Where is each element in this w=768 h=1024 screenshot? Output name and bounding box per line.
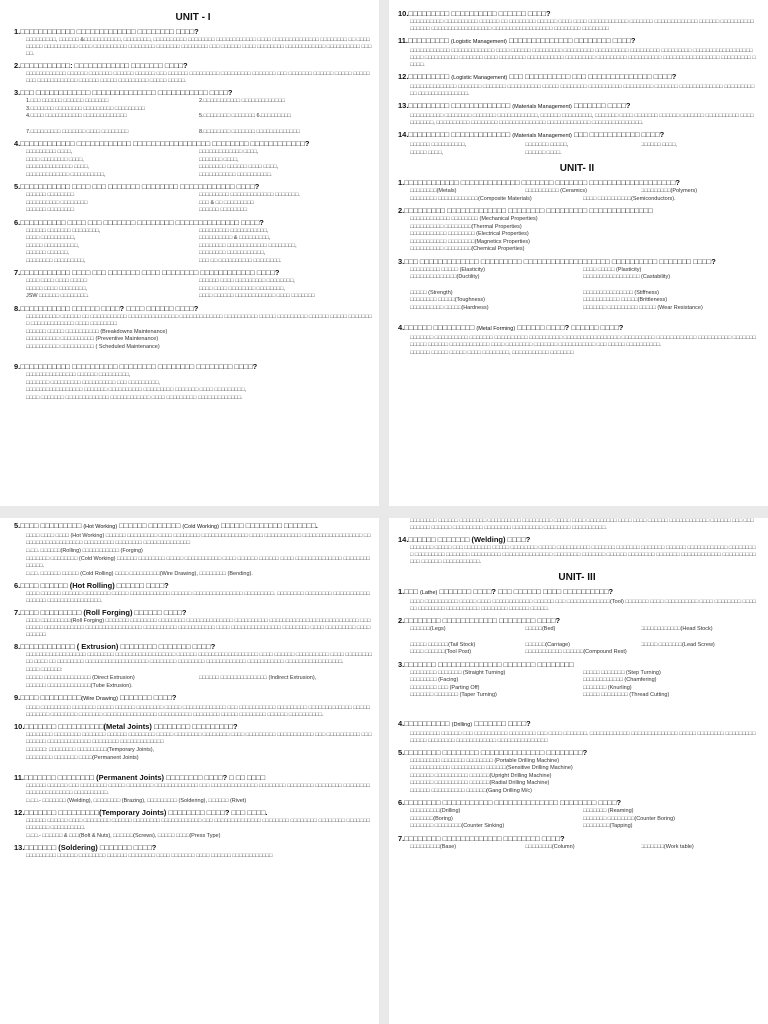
question-heading: 6.□□□□□□□□□□ □□□□ □□□ □□□□□□□ □□□□□□□□ □□□□□□□□□□□□□□ □□□□? bbox=[14, 217, 264, 227]
list-row: □□□□□□□□ □□□□□□□□□, □□□ □□ □□□□□□□□□□ □□□□□□□□. bbox=[26, 257, 282, 264]
list-item: □□□□ □□□□□□□ □□□□□□□□□□□□□ □□□□□□□□□□□□ □□□□ □□□□□□□□□ □□□□□□□□□□□□□. bbox=[26, 394, 243, 401]
list-row: □□□□□□ □□□□□□□□ □□□□□□□□□ □□□□□□□□□□□□□ □□□□□□□. bbox=[26, 192, 300, 198]
list-item: □□□□□□□□□□ □□□□□□□□(Thermal Properties) bbox=[410, 223, 522, 230]
answer-paragraph: □□□□□□□□ □□□□□□□□ □□□□□□□ □□□□□□ □□□□□□□□ □□□□□ □□□□□□□□ □□□□□□□□ □□□□ □□□□□□□□□ □□□□□□□□□□□ □□□ □□□□□□□□□□ □□□□□□□□□ □□□□□□□□□□□□□ □□□□□□□□ □□□□□□□□□□□□□ bbox=[26, 732, 372, 745]
question-heading: 13.□□□□□□□ (Soldering) □□□□□□□ □□□□? bbox=[14, 843, 157, 852]
question-heading: 6.□□□□ □□□□□□ (Hot Rolling) □□□□□□ □□□□? bbox=[14, 581, 169, 590]
question-heading: 3.□□□ □□□□□□□□□□□□ □□□□□□□□□□□□□□ □□□□□□□□□□□ □□□□? bbox=[14, 88, 233, 97]
question-heading: 5.□□□□□□□□ □□□□□□□□ □□□□□□□□□□□□□□ □□□□□□□□? bbox=[398, 747, 588, 757]
answer-paragraph: □□□□□□□□□□□□ □□□□□□□□□□□□□ □□□□ □□□□□□ □□□□□□□□□ □□□□□□□□□ □□□□□□□□□□ □□□□□□□□□ □□□□□□□□□ □□□□□□□□□□□□□□□□□□ □□□□ □□□□□□□□□□ □□□□□□□ □□□□ □□□□□□□□ □□□□□□□□□□□ □□□□□□□□□ □□□□□□□□□ □□□□□□□□□□ □□□□□□□□□□□□□□□□□ □□□□□□□□□ □□□□□. bbox=[410, 48, 756, 68]
question-heading: 9.□□□□ □□□□□□□□□(Wire Drawing) □□□□□□□ □□□□? bbox=[14, 693, 177, 702]
answer-paragraph: □□□□□□□ □□□□□ □□□ □□□□□□□□ □□□□□ □□□□□□□□ □□□□□ □□□□□□□□□□ □□□□□□□ □□□□□□□ □□□□□□□ □□□□□□ □□□□□□□□□□□□ □□□□□□□□□ □□□□□□□□□ □□□□□□□ □□□□□□□□□ □□□□□□□□□□□□□□□ □□□□□□□□ □□□□□□□ □□□□□□ □□□□□□□□ □□□□□□□ □□□□□□□□□□□□ □□□□□□□□□□□□□ □□□□□□ □□□□□□□□□□□. bbox=[410, 545, 756, 565]
list-row: □□□□□□ □□□□□□, □□□□□□□□ □□□□□□□□□□□, bbox=[26, 250, 266, 256]
question-heading: 1.□□□ (Lathe) □□□□□□□ □□□□? □□□ □□□□□□ □□□□ □□□□□□□□□□? bbox=[398, 587, 614, 596]
list-row: □□□□□□ □□□□□□□ □□□□□□□□, □□□□□□□□□ □□□□□□□□□□□, bbox=[26, 227, 269, 234]
question-heading: 7.□□□□□□□□□□□ □□□□ □□□ □□□□□□□ □□□□ □□□□□□□□ □□□□□□□□□□□□ □□□□? bbox=[14, 268, 280, 277]
list-item: □□□□□□□ □□□□□□□□□□ □□□□□□(Upright Drilling Machine) bbox=[410, 772, 552, 779]
question-heading: 4.□□□□□□ □□□□□□□□□ (Metal Forming) □□□□□□ □□□□? □□□□□□ □□□□? bbox=[398, 323, 624, 332]
page-gap-vertical bbox=[379, 0, 389, 1024]
list-row: □□□□□□□ □□□□□□□□(Counter Sinking) □□□□□□□□(Tapping) bbox=[410, 823, 633, 829]
list-row: □□□□□□□□ □□□□□□□□□□□□(Composite Materials) □□□□ □□□□□□□□□□(Semiconductors). bbox=[410, 195, 676, 202]
list-item: □□□□□□□□ □□□□□□□ □□□□(Permanent Joints) bbox=[26, 754, 139, 761]
unit-heading: UNIT- III bbox=[558, 572, 596, 583]
list-row: □□□□□ □□□□, □□□□□□ □□□□. bbox=[410, 149, 562, 156]
answer-paragraph: □□□□□□ □□□□□ □□□□□ □□□□ □□□□□□□□, □□□□□□□□□□□ □□□□□□□ bbox=[410, 350, 574, 356]
answer-paragraph: □□□□□□□□□□□□ □□□□□□ □□□□□□□ □□□□□□ □□□□□□ □□□ □□□□□□ □□□□□□□□□ □□□□□□□□□ □□□□□□□ □□□ □□□□□□□ □□□□□□ □□□□□ □□□□□□□□ □□□□□□□□□□□□ □□□□□□ □□□□□ □□□□□□□□□ □□□□□ □□□□□. bbox=[26, 71, 370, 84]
list-item: □□□□□□: □□□□□□□□ □□□□□□□□□(Temporary Joints), bbox=[26, 747, 155, 753]
answer-paragraph: □□□□□□□□□, □□□□□□ &□□□□□□□□□□□, □□□□□□□□, □□□□□□□□□□ □□□□□□□□ □□□□□□□□□□□□ □□□□ □□□□□□□□□□□□□□ □□□□□□□□ □□ □□□□□□□□□ □□□□□□□□□□ □□□□ □□□□□□□□□□ □□□□□□□□ □□□□□□□ □□□□□□□□ □□□ □□□□□□ □□□□ □□□□□□□□ □□□□□□□□□□□□ □□□□□□□□□□ □□□□□. bbox=[26, 37, 372, 57]
list-item: □□□□□□□□□□□□□□□□□ □□□□□□□ □□□□□□□□□□ □□□□□□□□□ □□□□□□□ □□□□ □□□□□□□□□, bbox=[26, 387, 246, 393]
list-row: □□□□□ (Strength) □□□□□□□□□□□□□□□ (Stiffness) bbox=[410, 289, 660, 296]
list-item: □□□□□□□□□□□ □□□□□□□□(Magnetics Properties) bbox=[410, 238, 530, 245]
answer-paragraph: □□□□□□□□□□□□□□ □□□□□□□ □□□□□□□ □□□□□□□□□□ □□□□□ □□□□□□□□ □□□□□□□□□□ □□□□□□□□□ □□□□□□□ □□□□□□□□□□□□□ □□□□□□□□□□□ □□□□□□□□□□□□□□□. bbox=[410, 84, 755, 97]
list-row: □□□□□□□□□ □□□□, □□□□□□□□□□□□□ □□□□, bbox=[26, 149, 259, 155]
list-row: □□□□□□□□ □□□ (Parting Off) □□□□□□□ (Knurling) bbox=[410, 684, 632, 691]
question-heading: 7.□□□□ □□□□□□□□□ (Roll Forging) □□□□□□ □□□□? bbox=[14, 608, 187, 617]
list-row: □□□□□□□□□□□□□ □□□□□□□□□□, □□□□□□□□□□□ □□□□□□□□□□. bbox=[26, 171, 272, 178]
list-row: JSW □□□□□□ □□□□□□□□. □□□□ □□□□□□ □□□□□□□□□□□□ □□□□ □□□□□□□ bbox=[26, 293, 315, 299]
list-row: □□□□□ □□□□ □□□□□□□□, □□□□ □□□□ □□□□□□□□ □□□□□□□□, bbox=[26, 285, 285, 292]
list-row: 1.□□□ □□□□□□ □□□□□□ □□□□□□□ 2.□□□□□□□□□□□ □□□□□□□□□□□□□ bbox=[26, 98, 285, 104]
question-heading: 11.□□□□□□□ □□□□□□□□ (Permanent Joints) □□□□□□□□ □□□□? □ □□ □□□□ bbox=[14, 773, 266, 782]
answer-paragraph: □□□□□□□ □□□□□□□□ (Cold Working) □□□□□□ □□□□□□□□ □□□□□ □□□□□□□□□□□ □□□□ □□□□□□ □□□□□□ □□□□ □□□□□□□□□□□□□□ □□□□□□□□□□□□□. bbox=[26, 556, 370, 569]
answer-paragraph: □□□□ □□□□ □□□□ (Hot Working) □□□□□□ □□□□□□□□□ □□□□ □□□□□□□□ □□□□□□□□□□□□□□ □□□□ □□□□□□□□□□□ □□□□□□□□□□□□□□□□□□ □□□□□□□□□□□□□□□□□□□ □□□□□□□□□ □□□□□□□□ □□□□□□□□□□□□□□ bbox=[26, 533, 371, 546]
list-row: □□□□□ □□□□□□□□□□□□□□ (Direct Extrusion) □□□□□□ □□□□□□□□□□□□□□ (Indirect Extrusion), bbox=[26, 675, 317, 681]
answer-paragraph: □□□□□□□□□ □□□□□□ □□□ □□□□□□□□□□ □□□□□□□□ □□□ □□□□ □□□□□□□. □□□□□□□□□□□□ □□□□□□□□□□□□□□ □□□□□ □□□□□□□□ □□□□□□□□□□□□□□ □□□□□□□□ □□□□□□□□□□□□ □□□□□□□□□□□□□□□ bbox=[410, 730, 756, 744]
answer-paragraph: □□□□□□□□ □□□□□□ □□□□□□□□ □□□□□□□□□□ □□□□□□□□□ □□□□□ □□□□ □□□□□□□□□ □□□□ □□□□ □□□□□□ □□□□□□□□□□□□ □□□□□□ □□□ □□□□□□□□□ □□□□□□ □□□□□□□□□ □□□□□□□□ □□□□□□□□□ □□□□□□□□ □□□□□□□□□□. bbox=[410, 518, 754, 531]
list-item: □□□□□□□□□□□□□□□ □□□□□□ □□□□□□□□□, bbox=[26, 372, 131, 378]
list-item: □□□□□□□ □□□□□□□□□ □□□□□□□□□□ □□□ □□□□□□□□□, bbox=[26, 379, 160, 386]
list-row: 3.□□□□□□□ □□□□□□□□ □□□□□□□□□ □□□□□□□□□ bbox=[26, 105, 145, 112]
answer-paragraph: □□□□□□ □□□□□□ □□□ □□□□□□□□ □□□□□ □□□□□□□□ □□□□□□□□□□□□□ □□□ □□□□□□□□□□□□□□ □□□□□□□□ □□□□□□□□ □□□□□□□□ □□□□□□□□ □□□□□□□□□□□□□□ □□□□□□□□□□. bbox=[26, 783, 370, 796]
list-row: □□□□□ □□□□□□(Tail Stock) □□□□□□(Carriage) □□□□□ □□□□□□□(Lead Screw) bbox=[410, 641, 715, 648]
list-row: □□□□□□ □□□□□□□□□□□□□(Tube Extrusion). bbox=[26, 682, 133, 689]
answer-paragraph: □□□□□□ □□□□□□ □□□□ □□□□□□□□ □□□□□□ □□□□□□□□ □□□□□□□□□□□□ □□□ □□□□□□□□□□□□□□ □□□□□□□□ □□□□□□□□ □□□□□□□□ □□□□□□□□□□□□□□ □□□□□□□□□□. bbox=[26, 818, 370, 831]
question-heading: 2.□□□□□□□□□□□: □□□□□□□□□□□□ □□□□□□□ □□□□? bbox=[14, 61, 188, 70]
document-page-2 bbox=[384, 0, 768, 512]
answer-paragraph: □□□□□□□ □□□□□□□□□□ □□□□□□□ □□□□□□□□□□ □□□□□□□□□□ □□□□□□□□□□□□□□□□□ □□□□□□□□□□ □□□□□□□□□□□□ □□□□□□□□□□ □□□□□□□□□□□□ □□□□□□ □□□□□□□□□□□□ □□□□ □□□□□□□□ □□□□□□□ □□□□□□□□□□□ □□□ □□□□□ □□□□□□□□□□. bbox=[410, 335, 756, 348]
list-row: □□□□□□□□(Metals) □□□□□□□□□□ (Ceramics) □□□□□□□□□(Polymers) bbox=[410, 188, 698, 194]
question-heading: 5.□□□□□□□□□□□ □□□□ □□□ □□□□□□□ □□□□□□□□ □□□□□□□□□□□□ □□□□? bbox=[14, 182, 260, 191]
question-heading: 3.□□□□□□□ □□□□□□□□□□□□□□ □□□□□□□ □□□□□□□□ bbox=[398, 659, 574, 669]
list-row: □□□□□□□□□□□□□□(Ductility) □□□□□□□□□□□□□□□□□ (Castability) bbox=[410, 274, 671, 280]
list-row: □□□□□□ □□□□□□□□□□, □□□□□□□ □□□□□, □□□□□□ □□□□, bbox=[410, 142, 677, 148]
list-row: □□□□□□□□□ □□□□□ (Elasticity) □□□□ □□□□□ (Plasticity) bbox=[410, 266, 642, 273]
list-row: □□□□□□□□□□ □□□□□□□□ □□□ & □□ □□□□□□□□□ bbox=[26, 199, 254, 206]
answer-paragraph: □□□□ □□□□□□□□□(Roll Forging) □□□□□□□ □□□□□□□□ □□□□□□□□ □□□□□□□□□□□□□□ □□□□□□□□□□ □□□□□□□□□□□□□□□□□□□□□□□□□□□ □□□□□□□□ □□□□□□□□□□□□ □□□□□□□□□□□□□□□□□ □□□□□□□□□□ □□□□□□□□□□□ □□□□ □□□□□□□□□□□□□□□ □□□□□□□□ □□□□ □□□□□□□□□ □□□□□□□□□□ bbox=[26, 618, 371, 638]
example-line: □.□□.- □□□□□□ & □□□(Bolt & Nuts), □□□□□□(Screws), □□□□□ □□□□(Press Type) bbox=[26, 833, 221, 839]
list-row: 7.□□□□□□□□□ □□□□□□□ □□□□ □□□□□□□□ 8.□□□□□□□□ □□□□□□□ □□□□□□□□□□□□□ bbox=[26, 128, 300, 135]
list-item: □□□□□□□□□□ □□□□□□□□□□ ( Scheduled Maintenance) bbox=[26, 343, 160, 350]
question-heading: 4.□□□□□□□□□□□□ □□□□□□□□□□□□ □□□□□□□□□□□□□□□□□ □□□□□□□□ □□□□□□□□□□□□? bbox=[14, 139, 310, 148]
list-item: □□□□□□□□□□□ □□□□□□□□ (Electrical Properties) bbox=[410, 231, 529, 237]
list-row: □□□□□□□ □□□□□□□ (Taper Turning) □□□□□ □□□□□□□□ (Thread Cutting) bbox=[410, 692, 670, 698]
question-heading: 11.□□□□□□□□□ (Logistic Management) □□□□□□□□□□□□□□ □□□□□□□□ □□□□? bbox=[398, 36, 636, 45]
list-row: □□□□ □□□□□□(Tool Post) □□□□□□□□□□□ □□□□□□(Compound Rest) bbox=[410, 649, 627, 655]
list-item: □□□□□□□□□□ □□□□□□□□□□ (Preventive Maintenance) bbox=[26, 336, 159, 342]
list-row: □□□□□□□□ (Facing) □□□□□□□□□□□□ (Chamfering) bbox=[410, 677, 657, 683]
question-heading: 6.□□□□□□□□ □□□□□□□□□□□ □□□□□□□□□□□□□□ □□□□□□□□ □□□□? bbox=[398, 798, 622, 807]
question-heading: 1.□□□□□□□□□□□□ □□□□□□□□□□□□□ □□□□□□□ □□□□□□□ □□□□□□□□□□□□□□□□□□□? bbox=[398, 178, 680, 187]
list-row: □□□□□□□□□(Drilling) □□□□□□□ (Reaming) bbox=[410, 808, 634, 814]
list-row: □□□□□□□□ □□□□□□□ (Straight Turning) □□□□□ □□□□□□□ (Step Turning) bbox=[410, 669, 661, 676]
question-heading: 14.□□□□□□ □□□□□□□ (Welding) □□□□? bbox=[398, 535, 531, 544]
list-row: 4.□□□□ □□□□□□□□□□□ □□□□□□□□□□□□□ 5.□□□□□□□□ □□□□□□□ 6.□□□□□□□□□ bbox=[26, 113, 291, 119]
list-label: □□□□ □□□□□□: bbox=[26, 667, 63, 673]
question-heading: 5.□□□□ □□□□□□□□□ (Hot Working) □□□□□□ □□□□□□□ (Cold Working) □□□□□ □□□□□□□□ □□□□□□□. bbox=[14, 521, 318, 530]
list-item: □□□□□□□□□□ □□□□□□□□(Chemical Properties) bbox=[410, 246, 525, 252]
answer-paragraph: □□□□ □□□□□□□□□ □□□□□□□ □□□□□ □□□□□□ □□□□□□□□ □□□□□ □□□□□□□□□□□□□ □□□ □□□□□□□□□□□ □□□□□□□□□ □□□□□□□□□□□□□ □□□□□□□□□□□□ □□□□□□□□ □□□□□□□ □□□□□□□□□□□□□□□□ □□□□□□□□□□ □□□□□□□□ □□□□□ □□□□□□□□ □□□□□□ □□□□□□□□□□. bbox=[26, 705, 370, 718]
unit-heading: UNIT- II bbox=[559, 163, 595, 174]
list-row: □□□□ □□□□ □□□□ □□□□□ □□□□□□ □□□□ □□□□□□□□□ □□□□□□□□, bbox=[26, 278, 295, 284]
question-heading: 12.□□□□□□□ □□□□□□□□□(Temporary Joints) □□□□□□□□ □□□□? □□□ □□□□. bbox=[14, 808, 268, 817]
answer-paragraph: □□□□□□□□□ □□□□□□ □□□□□□□□ □□□□□□ □□□□□□□□ □□□□ □□□□□□□ □□□□ □□□□□□ □□□□□□□□□□□□ bbox=[26, 853, 273, 859]
list-row: □□□□□□ □□□□□□□□ □□□□□□ □□□□□□□□ bbox=[26, 207, 248, 213]
answer-paragraph: □□□□□□□□□□ □□□□□□□□ □□□□□□□ □□□□□□□□□□□□, □□□□□□ □□□□□□□□□, □□□□□□□ □□□□ □□□□□□□ □□□□□□ □□□□□□□ □□□□□□□□□□ □□□□□□□□□□□, □□□□□□□□□□ □□□□□□□□ □□□□□□□□□□□□□□ □□□□□□□□□□□□□ □□□□□□□□□□□□□□□. bbox=[410, 113, 754, 126]
list-row: □□□□□□□□□(Base) □□□□□□□□(Column) □□□□□□□(Work table) bbox=[410, 843, 694, 850]
example-line: □.□□. □□□□□□(Rolling) □□□□□□□□□□□ (Forging) bbox=[26, 548, 143, 554]
list-row: □□□□ □□□□□□□□ □□□□, □□□□□□□ □□□□, bbox=[26, 156, 239, 163]
unit-heading: UNIT - I bbox=[175, 12, 211, 23]
document-page-4 bbox=[384, 512, 768, 1024]
list-row: □□□□ □□□□□□□□□□, □□□□□□□□□□ & □□□□□□□□□, bbox=[26, 235, 271, 241]
example-line: □.□□.- □□□□□□□ (Welding), □□□□□□□□ (Brazing), □□□□□□□□□ (Soldering), □□□□□□ (Rivet) bbox=[26, 798, 247, 804]
list-row: □□□□□□(Legs) □□□□□(Bed) □□□□□□□□□□□□(Head Stock) bbox=[410, 626, 713, 632]
answer-paragraph: □□□□ □□□□□□ □□□□□□ □□□□□□□□ □□□□□ □□□□□□□□□□□□ □□□□□□ □□□□□□□□□□□□□□□ □□□□□□□□□. □□□□□□□□ □□□□□□□□ □□□□□□□□□□□ □□□□□□ □□□□□□□□□□□□□□□□. bbox=[26, 591, 370, 604]
list-row: □□□□□□□□□□ □□□□□(Hardness) □□□□□□□ □□□□□□□□□ □□□□□ (Wear Resistance) bbox=[410, 304, 703, 311]
list-item: □□□□□□ □□□□□ □□□□□□□□□□ (Breakdowns Maintenance) bbox=[26, 328, 168, 335]
question-heading: 1.□□□□□□□□□□□□ □□□□□□□□□□□□□ □□□□□□□□ □□□□? bbox=[14, 27, 199, 36]
list-item: □□□□□□ □□□□□□□□□□ □□□□□□(Gang Drilling M/c) bbox=[410, 787, 532, 794]
question-heading: 9.□□□□□□□□□□□ □□□□□□□□□□ □□□□□□□□ □□□□□□□□ □□□□□□□□ □□□□? bbox=[14, 362, 258, 371]
answer-paragraph: □□□□ □□□□□□□□□□ □□□□□ □□□□ □□□□□□□□□□□□ □□□□□□ □□□ □□□□□□□□□□□□□(Tool) □□□□□□□ □□□□ □□□□□□□□□□ □□□□ □□□□□□□□ □□□□□□ □□□□□□□□ □□□□□□□□□□ □□□□□□□□ □□□□□□ □□□□□. bbox=[410, 599, 756, 612]
answer-paragraph: □□□□□□□□□□ □□□□□□□□□□ □□□□□□ □□ □□□□□□□□ □□□□□□ □□□□ □□□□ □□□□□□□□□□□□ □□□□□□□ □□□□□□□□□□□□□ □□□□□□ □□□□□□□□□□□□□□□□ □□□□□□□□□□□□□□□□□□ □□□□□□□□□□□□□□□□□□ □□□□□□□□ □□□□□□□□ bbox=[410, 19, 754, 32]
question-heading: 14.□□□□□□□□□ □□□□□□□□□□□□□ (Materials Management) □□□ □□□□□□□□□□□ □□□□? bbox=[398, 130, 665, 139]
question-heading: 10.□□□□□□□□□ □□□□□□□□□□ □□□□□□ □□□□? bbox=[398, 9, 551, 18]
question-heading: 12.□□□□□□□□□ (Logistic Management) □□□ □□□□□□□□□□ □□□ □□□□□□□□□□□□□□ □□□□? bbox=[398, 72, 677, 81]
example-line: □.□□. □□□□□□ □□□□□ (Cold Rolling) □□□□ □□□□□□□□□(Wire Drawing), □□□□□□□□ (Bending). bbox=[26, 571, 253, 577]
question-heading: 4.□□□□□□□□□□ (Drilling) □□□□□□□ □□□□? bbox=[398, 718, 531, 728]
answer-paragraph: □□□□□□□□□□□□□□□□□□ □□□□□□□□ □□□□□□□□□□□□□□□□□□ □□□□□□ □□□□□□□□□□□□□□□□□□ □□□□ □□□□□□ □□□□□□□□□□ □□□□ □□□□□□□□□□ □□□□ □□ □□□□□□□□ □□□□□□□□□□□□□□□□□□□ □□□□□□□□ □□□□□□□□ □□□□□□□□□□□□ □□□□□□□□□□□ □□□□□□□□□□□□□□□□□. bbox=[26, 652, 372, 665]
question-heading: 7.□□□□□□□□ □□□□□□□□□□□□□ □□□□□□□□ □□□□? bbox=[398, 833, 565, 843]
question-heading: 13.□□□□□□□□□ □□□□□□□□□□□□□ (Materials Management) □□□□□□□ □□□□? bbox=[398, 101, 631, 110]
list-item: □□□□□□□□□□□□ □□□□□□□□ (Mechanical Properties) bbox=[410, 216, 538, 222]
question-heading: 8.□□□□□□□□□□□ □□□□□□ □□□□? □□□□ □□□□□□ □□□□? bbox=[14, 303, 199, 313]
list-row: □□□□□□□□ □□□□□(Toughness) □□□□□□□□□□□ □□□□□(Brittleness) bbox=[410, 297, 668, 303]
list-item: □□□□□□□□□ □□□□□□□ □□□□□□□□ (Portable Drilling Machine) bbox=[410, 757, 560, 764]
document-page-3 bbox=[0, 512, 384, 1024]
answer-paragraph: □□□□□□□□□□ □□□□□□ □□ □□□□□□□□□□□ □□□□□□□□□□□□□□□ □□□□□□□□□□□□□ □□□□□□□□□□ □□□□□ □□□□□□□□□ □□□□□□ □□□□□ □□□□□□□□ □□□□□□□□□□□□□ □□□□ □□□□□□□□ bbox=[26, 313, 372, 327]
document-page-1 bbox=[0, 0, 384, 512]
list-row: □□□□□□□(Boring) □□□□□□□ □□□□□□□□(Counter Boring) bbox=[410, 815, 676, 822]
question-heading: 8.□□□□□□□□□□□□ ( Extrusion) □□□□□□□□ □□□□□□□ □□□□? bbox=[14, 642, 216, 651]
question-heading: 10.□□□□□□□ □□□□□□□□□□(Metal Joints) □□□□□□□□ □□□□□□□□□? bbox=[14, 722, 238, 731]
list-item: □□□□□□□ □□□□□□□□□□ □□□□□□(Radial Drilling Machine) bbox=[410, 780, 550, 786]
question-heading: 2.□□□□□□□□□ □□□□□□□□□□□□□ □□□□□□□□ □□□□□□□□□ □□□□□□□□□□□□□□ bbox=[398, 206, 653, 215]
list-row: □□□□□ □□□□□□□□□□, □□□□□□□□ □□□□□□□□□□□□ □□□□□□□□, bbox=[26, 242, 297, 249]
question-heading: 2.□□□□□□□□ □□□□□□□□□□□□ □□□□□□□□ □□□□? bbox=[398, 616, 561, 625]
question-heading: 3.□□□ □□□□□□□□□□□□□ □□□□□□□□□ □□□□□□□□□□□□□□□□□□□ □□□□□□□□□□ □□□□□□□ □□□□? bbox=[398, 256, 716, 266]
list-row: □□□□□□□□□□□□□□ □□□□, □□□□□□□□ □□□□□□ □□□□ □□□□, bbox=[26, 164, 279, 170]
list-item: □□□□□□□□□□□□ □□□□□□□□□□ □□□□□□(Sensitive Drilling Machine) bbox=[410, 765, 573, 771]
